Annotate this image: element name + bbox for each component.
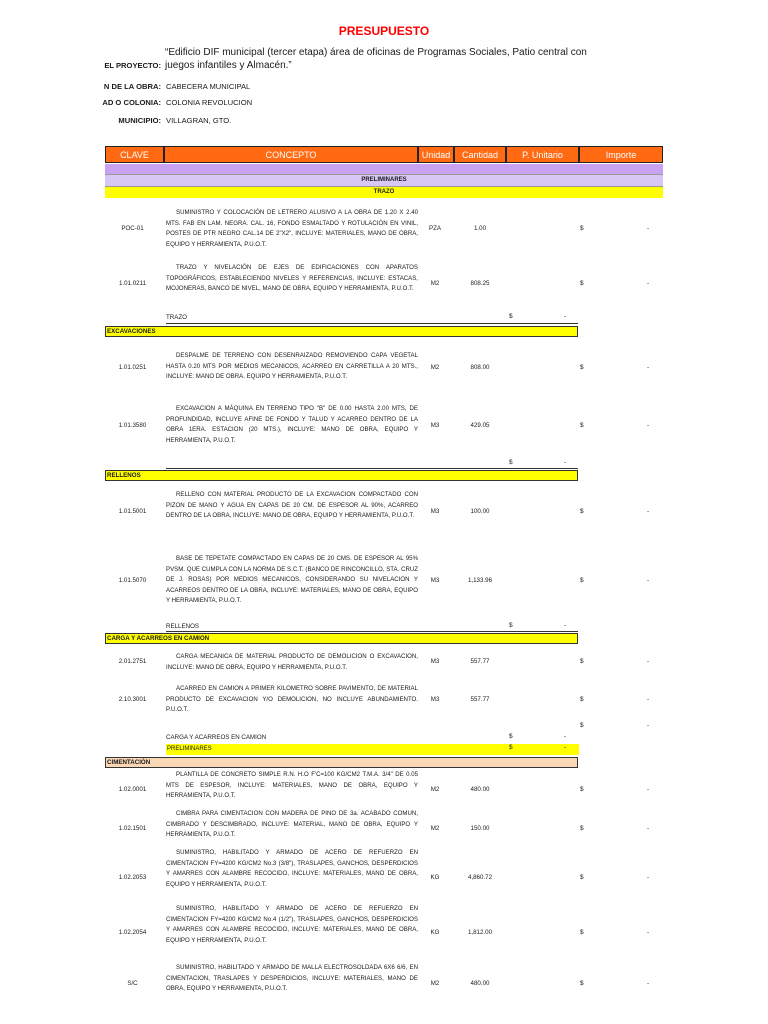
item-code: 1.02.2053 — [118, 874, 147, 881]
item-amount: - — [647, 786, 650, 793]
header-clave: CLAVE — [105, 146, 164, 163]
item-amount: - — [647, 422, 650, 429]
item-qty: 480.00 — [470, 786, 490, 793]
item-qty: 1,133.96 — [467, 577, 493, 584]
item-qty: 150.00 — [470, 825, 490, 832]
band-trazo: TRAZO — [105, 187, 663, 198]
section-rellenos: RELLENOS — [105, 470, 578, 481]
subtotal-line — [166, 323, 578, 324]
item-currency: $ — [580, 825, 584, 832]
item-desc: BASE DE TEPETATE COMPACTADO EN CAPAS DE 20 CMS. DE ESPESOR AL 95% PVSM. QUE CUMPLA CON LA NORMA DE S.C.T. (BANCO DE RINCONCILLO, STA. CRUZ DE J. ROSAS) POR MEDIOS MECANICOS, CONSIDERANDO SU NIVELACION Y ACARREOS DENTRO DE LA OBRA, INCLUYE: MATERIALES, MANO DE OBRA, EQUIPO Y HERRAMIENTA, P.U.O.T. — [166, 555, 418, 604]
item-desc: SUMINISTRO, HABILITADO Y ARMADO DE ACERO DE REFUERZO EN CIMENTACION FY=4200 KG/CM2 No.4 (1/2"), TRASLAPES, GANCHOS, DESPERDICIOS Y AMARRES CON ALAMBRE RECOCIDO, INCLUYE: MATERIALES, MANO DE OBRA, EQUIPO Y HERRAMIENTA, P.U.O.T. — [166, 905, 418, 944]
item-code: 2.01.2751 — [118, 658, 147, 665]
item-code: 1.01.0251 — [118, 364, 147, 371]
item-qty: 1,812.00 — [467, 929, 493, 936]
band-preliminares: PRELIMINARES — [105, 175, 663, 187]
location-label: N DE LA OBRA: — [103, 82, 161, 91]
item-desc: EXCAVACION A MÁQUINA EN TERRENO TIPO "B" DE 0.00 HASTA 2.00 MTS, DE PROFUNDIDAD, INCLUYE AFINE DE FONDO Y TALUD Y ACARREO DENTRO DE LA OBRA 1ERA. ESTACION (20 MTS.), INCLUYE: MANO DE OBRA, EQUIPO Y HERRAMIENTA, P.U.O.T. — [166, 405, 418, 444]
item-qty: 4,860.72 — [467, 874, 493, 881]
item-currency: $ — [580, 422, 584, 429]
item-currency: $ — [580, 225, 584, 232]
item-unit: M2 — [430, 364, 440, 371]
item-desc: CIMBRA PARA CIMENTACION CON MADERA DE PINO DE 3a. ACABADO COMUN, CIMBRADO Y DESCIMBRADO, INCLUYE: MATERIAL, MANO DE OBRA, EQUIPO Y HERRAMIENTA, P.U.O.T. — [166, 810, 418, 838]
item-qty: 480.00 — [470, 980, 490, 987]
item-currency: $ — [580, 786, 584, 793]
section-excavaciones: EXCAVACIONES — [105, 326, 578, 337]
colony-value: COLONIA REVOLUCION — [166, 98, 253, 107]
item-desc: SUMINISTRO, HABILITADO Y ARMADO DE ACERO DE REFUERZO EN CIMENTACION FY=4200 KG/CM2 No.3 (3/8"), TRASLAPES, GANCHOS, DESPERDICIOS Y AMARRES CON ALAMBRE RECOCIDO, INCLUYE: MATERIALES, MANO DE OBRA, EQUIPO Y HERRAMIENTA, P.U.O.T. — [166, 849, 418, 888]
item-currency: $ — [580, 658, 584, 665]
item-code: 2.10.3001 — [118, 696, 147, 703]
colony-label: AD O COLONIA: — [102, 98, 161, 107]
item-currency: $ — [580, 980, 584, 987]
item-desc: PLANTILLA DE CONCRETO SIMPLE R.N. H.O F'C=100 KG/CM2 T.M.A. 3/4" DE 0.05 MTS DE ESPESOR, INCLUYE: MATERIALES, MANO DE OBRA, EQUIPO Y HERRAMIENTA, P.U.O.T. — [166, 771, 418, 799]
section-carga: CARGA Y ACARREOS EN CAMION — [105, 633, 578, 644]
item-code: S/C — [127, 980, 138, 987]
header-unitario: P. Unitario — [506, 146, 579, 163]
item-amount: - — [647, 929, 650, 936]
item-amount: - — [647, 280, 650, 287]
item-qty: 557.77 — [470, 658, 490, 665]
item-desc: SUMINISTRO, HABILITADO Y ARMADO DE MALLA ELECTROSOLDADA 6X6 6/6, EN CIMENTACION, TRASLAPES Y DESPERDICIOS, INCLUYE: MATERIALES, MANO DE OBRA, EQUIPO Y HERRAMIENTA, P.U.O.T. — [166, 964, 418, 992]
subtotal-currency: $ — [509, 622, 513, 629]
item-code: 1.01.0211 — [118, 280, 147, 287]
subtotal-currency: $ — [509, 459, 513, 466]
subtotal-amount: - — [564, 733, 567, 740]
subtotal-currency: $ — [509, 744, 513, 751]
item-unit: M2 — [430, 825, 440, 832]
item-qty: 100.00 — [470, 508, 490, 515]
item-code: 1.01.5070 — [118, 577, 147, 584]
item-amount: - — [647, 577, 650, 584]
row-amount: - — [647, 722, 650, 729]
subtotal-label: RELLENOS — [166, 623, 200, 630]
item-amount: - — [647, 364, 650, 371]
row-currency: $ — [580, 722, 584, 729]
header-cantidad: Cantidad — [454, 146, 506, 163]
subtotal-preliminares-bar — [166, 744, 579, 755]
item-code: 1.01.3580 — [118, 422, 147, 429]
item-amount: - — [647, 508, 650, 515]
item-unit: M3 — [430, 508, 440, 515]
subtotal-currency: $ — [509, 733, 513, 740]
item-amount: - — [647, 225, 650, 232]
item-desc: RELLENO CON MATERIAL PRODUCTO DE LA EXCAVACION COMPACTADO CON PIZON DE MANO Y AGUA EN CAPAS DE 20 CM. DE ESPESOR AL 90%, ACARREO DENTRO DE LA OBRA, INCLUYE: MANO DE OBRA, EQUIPO Y HERRAMIENTA, P.U.O.T. — [166, 491, 418, 519]
subtotal-line — [166, 468, 578, 469]
item-currency: $ — [580, 874, 584, 881]
item-amount: - — [647, 980, 650, 987]
item-unit: M3 — [430, 422, 440, 429]
item-unit: M2 — [430, 786, 440, 793]
item-qty: 557.77 — [470, 696, 490, 703]
item-code: 1.01.5001 — [118, 508, 147, 515]
subtotal-amount: - — [564, 459, 567, 466]
item-qty: 808.25 — [470, 280, 490, 287]
document-title: PRESUPUESTO — [338, 24, 430, 38]
subtotal-amount: - — [564, 313, 567, 320]
item-unit: M2 — [430, 980, 440, 987]
subtotal-line — [166, 631, 578, 632]
subtotal-currency: $ — [509, 313, 513, 320]
project-name: “Edificio DIF municipal (tercer etapa) área de oficinas de Programas Sociales, Patio central con juegos infantiles y Almacén.” — [165, 47, 587, 71]
header-concepto: CONCEPTO — [164, 146, 418, 163]
project-name-label: EL PROYECTO: — [104, 61, 161, 70]
item-qty: 1.00 — [473, 225, 487, 232]
item-desc: SUMINISTRO Y COLOCACIÓN DE LETRERO ALUSIVO A LA OBRA DE 1.20 X 2.40 MTS. FAB EN LAM. NEGRA. CAL. 16, FONDO ESMALTADO Y ROTULACIÓN EN VINIL, POSTES DE PTR NEGRO CAL.14 DE 2"X2", INCLUYE: MATERIALES, MANO DE OBRA, EQUIPO Y HERRAMIENTA, P.U.O.T. — [166, 209, 418, 248]
item-unit: M3 — [430, 658, 440, 665]
item-code: POC-01 — [121, 225, 144, 232]
item-amount: - — [647, 658, 650, 665]
item-qty: 808.00 — [470, 364, 490, 371]
item-currency: $ — [580, 364, 584, 371]
purple-band — [105, 164, 663, 175]
item-amount: - — [647, 874, 650, 881]
header-unidad: Unidad — [418, 146, 454, 163]
subtotal-label: TRAZO — [166, 314, 187, 321]
item-unit: KG — [430, 929, 440, 936]
municipio-label: MUNICIPIO: — [118, 116, 161, 125]
item-unit: M3 — [430, 696, 440, 703]
item-currency: $ — [580, 696, 584, 703]
item-unit: PZA — [428, 225, 442, 232]
header-importe: Importe — [579, 146, 663, 163]
item-currency: $ — [580, 508, 584, 515]
subtotal-amount: - — [564, 744, 567, 751]
section-cimentacion: CIMENTACIÓN — [105, 757, 578, 768]
item-currency: $ — [580, 280, 584, 287]
item-desc: DESPALME DE TERRENO CON DESENRAIZADO REMOVIENDO CAPA VEGETAL HASTA 0.20 MTS POR MEDIOS MECANICOS, ACARREO EN CARRETILLA A 20 MTS., INCLUYE: MANO DE OBRA. EQUIPO Y HERRAMIENTA, P.U.O.T. — [166, 352, 418, 380]
item-currency: $ — [580, 929, 584, 936]
item-code: 1.02.2054 — [118, 929, 147, 936]
location-value: CABECERA MUNICIPAL — [166, 82, 251, 91]
item-unit: M2 — [430, 280, 440, 287]
municipio-value: VILLAGRAN, GTO. — [166, 116, 232, 125]
item-desc: TRAZO Y NIVELACIÓN DE EJES DE EDIFICACIONES CON APARATOS TOPOGRÁFICOS, ESTABLECIENDO NIVELES Y REFERENCIAS, INCLUYE: ESTACAS, MOJONERAS, BANCO DE NIVEL, MANO DE OBRA, EQUIPO Y HERRAMIENTA, P.U.O.T. — [166, 264, 418, 292]
item-desc: ACARREO EN CAMION A PRIMER KILOMETRO SOBRE PAVIMENTO, DE MATERIAL PRODUCTO DE EXCAVACION Y/O DEMOLICION, NO INCLUYE ABUNDAMIENTO. P.U.O.T. — [166, 685, 418, 713]
subtotal-label: PRELIMINARES — [167, 746, 212, 752]
subtotal-amount: - — [564, 622, 567, 629]
subtotal-label: CARGA Y ACARREOS EN CAMION — [166, 734, 267, 741]
item-amount: - — [647, 825, 650, 832]
item-desc: CARGA MECANICA DE MATERIAL PRODUCTO DE DEMOLICION O EXCAVACION, INCLUYE: MANO DE OBRA, EQUIPO Y HERRAMIENTA, P.U.O.T. — [166, 653, 418, 671]
item-qty: 429.05 — [470, 422, 490, 429]
item-code: 1.02.1501 — [118, 825, 147, 832]
item-currency: $ — [580, 577, 584, 584]
item-unit: KG — [430, 874, 440, 881]
item-unit: M3 — [430, 577, 440, 584]
item-amount: - — [647, 696, 650, 703]
item-code: 1.02.0001 — [118, 786, 147, 793]
